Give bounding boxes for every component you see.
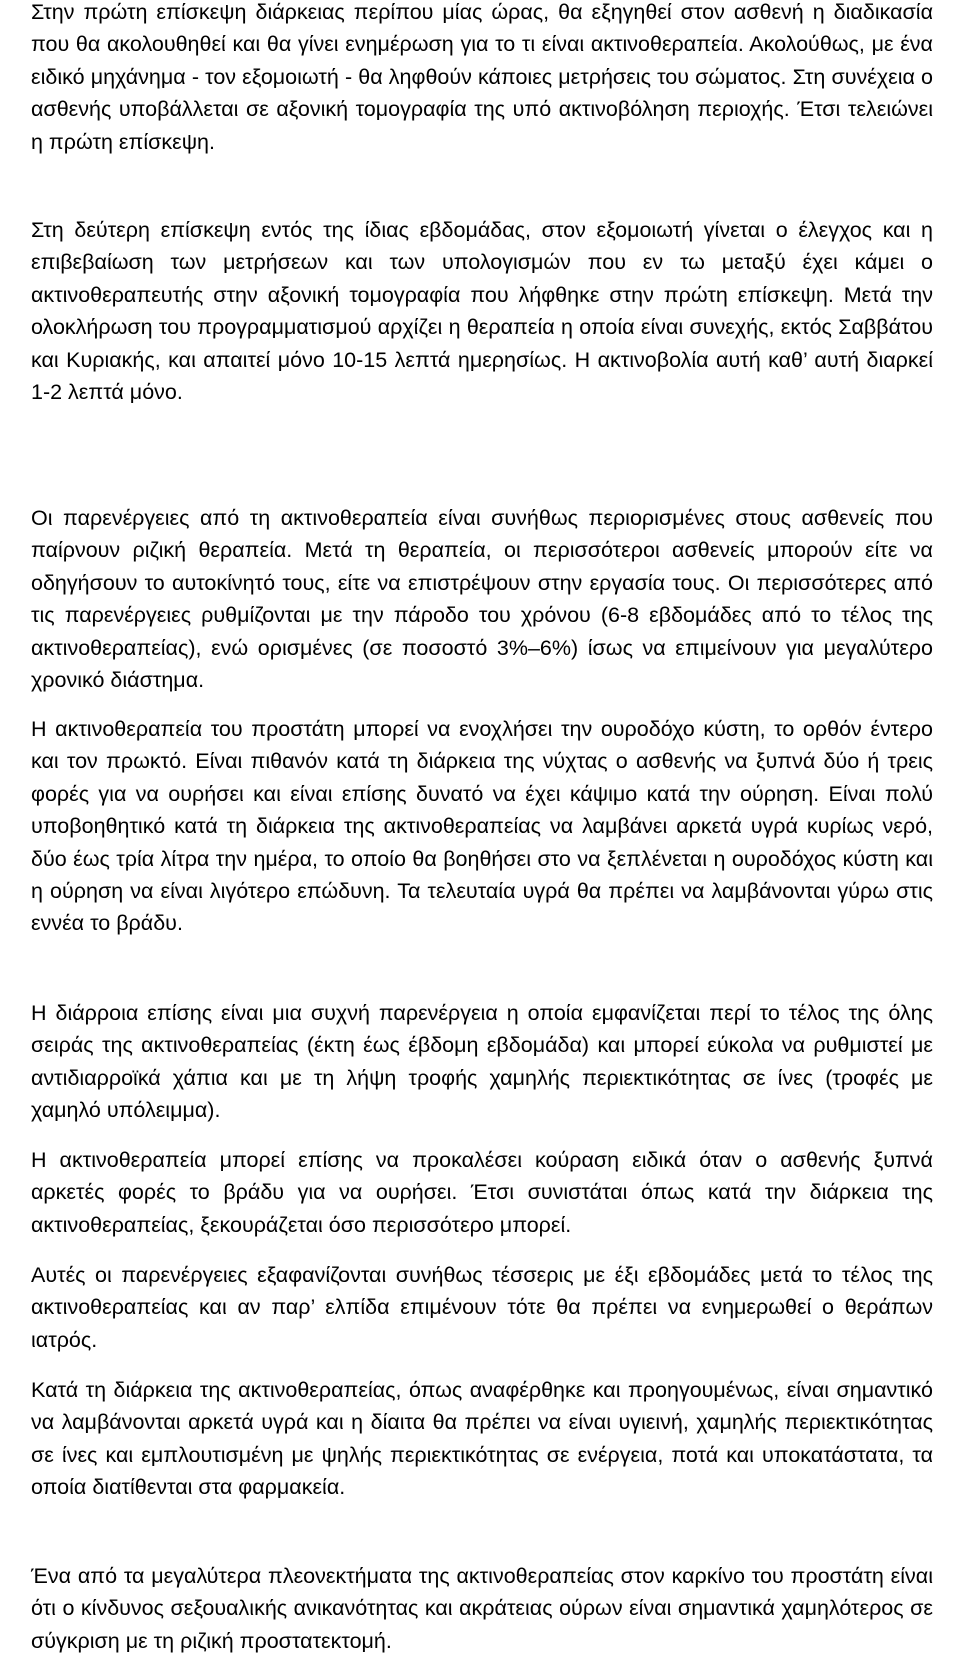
paragraph-side-effects: Οι παρενέργειες από τη ακτινοθεραπεία είναι συνήθως περιορισμένες στους ασθενείς που παίρνουν ριζική θεραπεία. Μετά τη θεραπεία, οι περισσότεροι ασθενείς μπορούν είτε να οδηγήσουν το αυτοκίνητό τους, είτε να επιστρέψουν στην εργασία τους. Οι περισσότερες από τις παρενέργειες ρυθμίζονται με την πάροδο του χρόνου (6-8 εβδομάδες από το τέλος της ακτινοθεραπείας), ενώ ορισμένες (σε ποσοστό 3%–6%) ίσως να επιμείνουν για μεγαλύτερο χρονικό διάστημα.	[31, 506, 933, 693]
paragraph-diarrhea: Η διάρροια επίσης είναι μια συχνή παρενέργεια η οποία εμφανίζεται περί το τέλος της όλης σειράς της ακτινοθεραπείας (έκτη έως έβδομη εβδομάδα) και μπορεί εύκολα να ρυθμιστεί με αντιδιαρροϊκά χάπια και με τη λήψη τροφής χαμηλής περιεκτικότητας σε ίνες (τροφές με χαμηλό υπόλειμμα).	[31, 1001, 933, 1123]
paragraph-second-visit: Στη δεύτερη επίσκεψη εντός της ίδιας εβδομάδας, στον εξομοιωτή γίνεται ο έλεγχος και η επιβεβαίωση των μετρήσεων και των υπολογισμών που εν τω μεταξύ έχει κάμει ο ακτινοθεραπευτής στην αξονική τομογραφία που λήφθηκε στην πρώτη επίσκεψη. Μετά την ολοκλήρωση του προγραμματισμού αρχίζει η θεραπεία η οποία είναι συνεχής, εκτός Σαββάτου και Κυριακής, και απαιτεί μόνο 10-15 λεπτά ημερησίως. Η ακτινοβολία αυτή καθ’ αυτή διαρκεί 1-2 λεπτά μόνο.	[31, 218, 933, 405]
paragraph-bladder-effects: Η ακτινοθεραπεία του προστάτη μπορεί να ενοχλήσει την ουροδόχο κύστη, το ορθόν έντερο και τον πρωκτό. Είναι πιθανόν κατά τη διάρκεια της νύχτας ο ασθενής να ξυπνά δύο ή τρεις φορές για να ουρήσει και είναι επίσης δυνατό να έχει κάψιμο κατά την ούρηση. Είναι πολύ υποβοηθητικό κατά τη διάρκεια της ακτινοθεραπείας να λαμβάνει αρκετά υγρά κυρίως νερό, δύο έως τρία λίτρα την ημέρα, το οποίο θα βοηθήσει στο να ξεπλένεται η ουροδόχος κύστη και η ούρηση να είναι λιγότερο επώδυνη. Τα τελευταία υγρά θα πρέπει να λαμβάνονται γύρω στις εννέα το βράδυ.	[31, 717, 933, 936]
paragraph-first-visit: Στην πρώτη επίσκεψη διάρκειας περίπου μίας ώρας, θα εξηγηθεί στον ασθενή η διαδικασία που θα ακολουθηθεί και θα γίνει ενημέρωση για το τι είναι ακτινοθεραπεία. Ακολούθως, με ένα ειδικό μηχάνημα - τον εξομοιωτή - θα ληφθούν κάποιες μετρήσεις του σώματος. Στη συνέχεια ο ασθενής υποβάλλεται σε αξονική τομογραφία της υπό ακτινοβόληση περιοχής. Έτσι τελειώνει η πρώτη επίσκεψη.	[31, 0, 933, 154]
paragraph-diet: Κατά τη διάρκεια της ακτινοθεραπείας, όπως αναφέρθηκε και προηγουμένως, είναι σημαντικό να λαμβάνονται αρκετά υγρά και η δίαιτα θα πρέπει να είναι υγιεινή, χαμηλής περιεκτικότητας σε ίνες και εμπλουτισμένη με ψηλής περιεκτικότητας σε ενέργεια, ποτά και υποκατάστατα, τα οποία διατίθενται στα φαρμακεία.	[31, 1378, 933, 1500]
paragraph-recovery: Αυτές οι παρενέργειες εξαφανίζονται συνήθως τέσσερις με έξι εβδομάδες μετά το τέλος της ακτινοθεραπείας και αν παρ’ ελπίδα επιμένουν τότε θα πρέπει να ενημερωθεί ο θεράπων ιατρός.	[31, 1263, 933, 1352]
paragraph-advantages: Ένα από τα μεγαλύτερα πλεονεκτήματα της ακτινοθεραπείας στον καρκίνο του προστάτη είναι ότι ο κίνδυνος σεξουαλικής ανικανότητας και ακράτειας ούρων είναι σημαντικά χαμηλότερος σε σύγκριση με τη ριζική προστατεκτομή.	[31, 1564, 933, 1653]
paragraph-fatigue: Η ακτινοθεραπεία μπορεί επίσης να προκαλέσει κούραση ειδικά όταν ο ασθενής ξυπνά αρκετές φορές το βράδυ για να ουρήσει. Έτσι συνιστάται όπως κατά την διάρκεια της ακτινοθεραπείας, ξεκουράζεται όσο περισσότερο μπορεί.	[31, 1148, 933, 1237]
